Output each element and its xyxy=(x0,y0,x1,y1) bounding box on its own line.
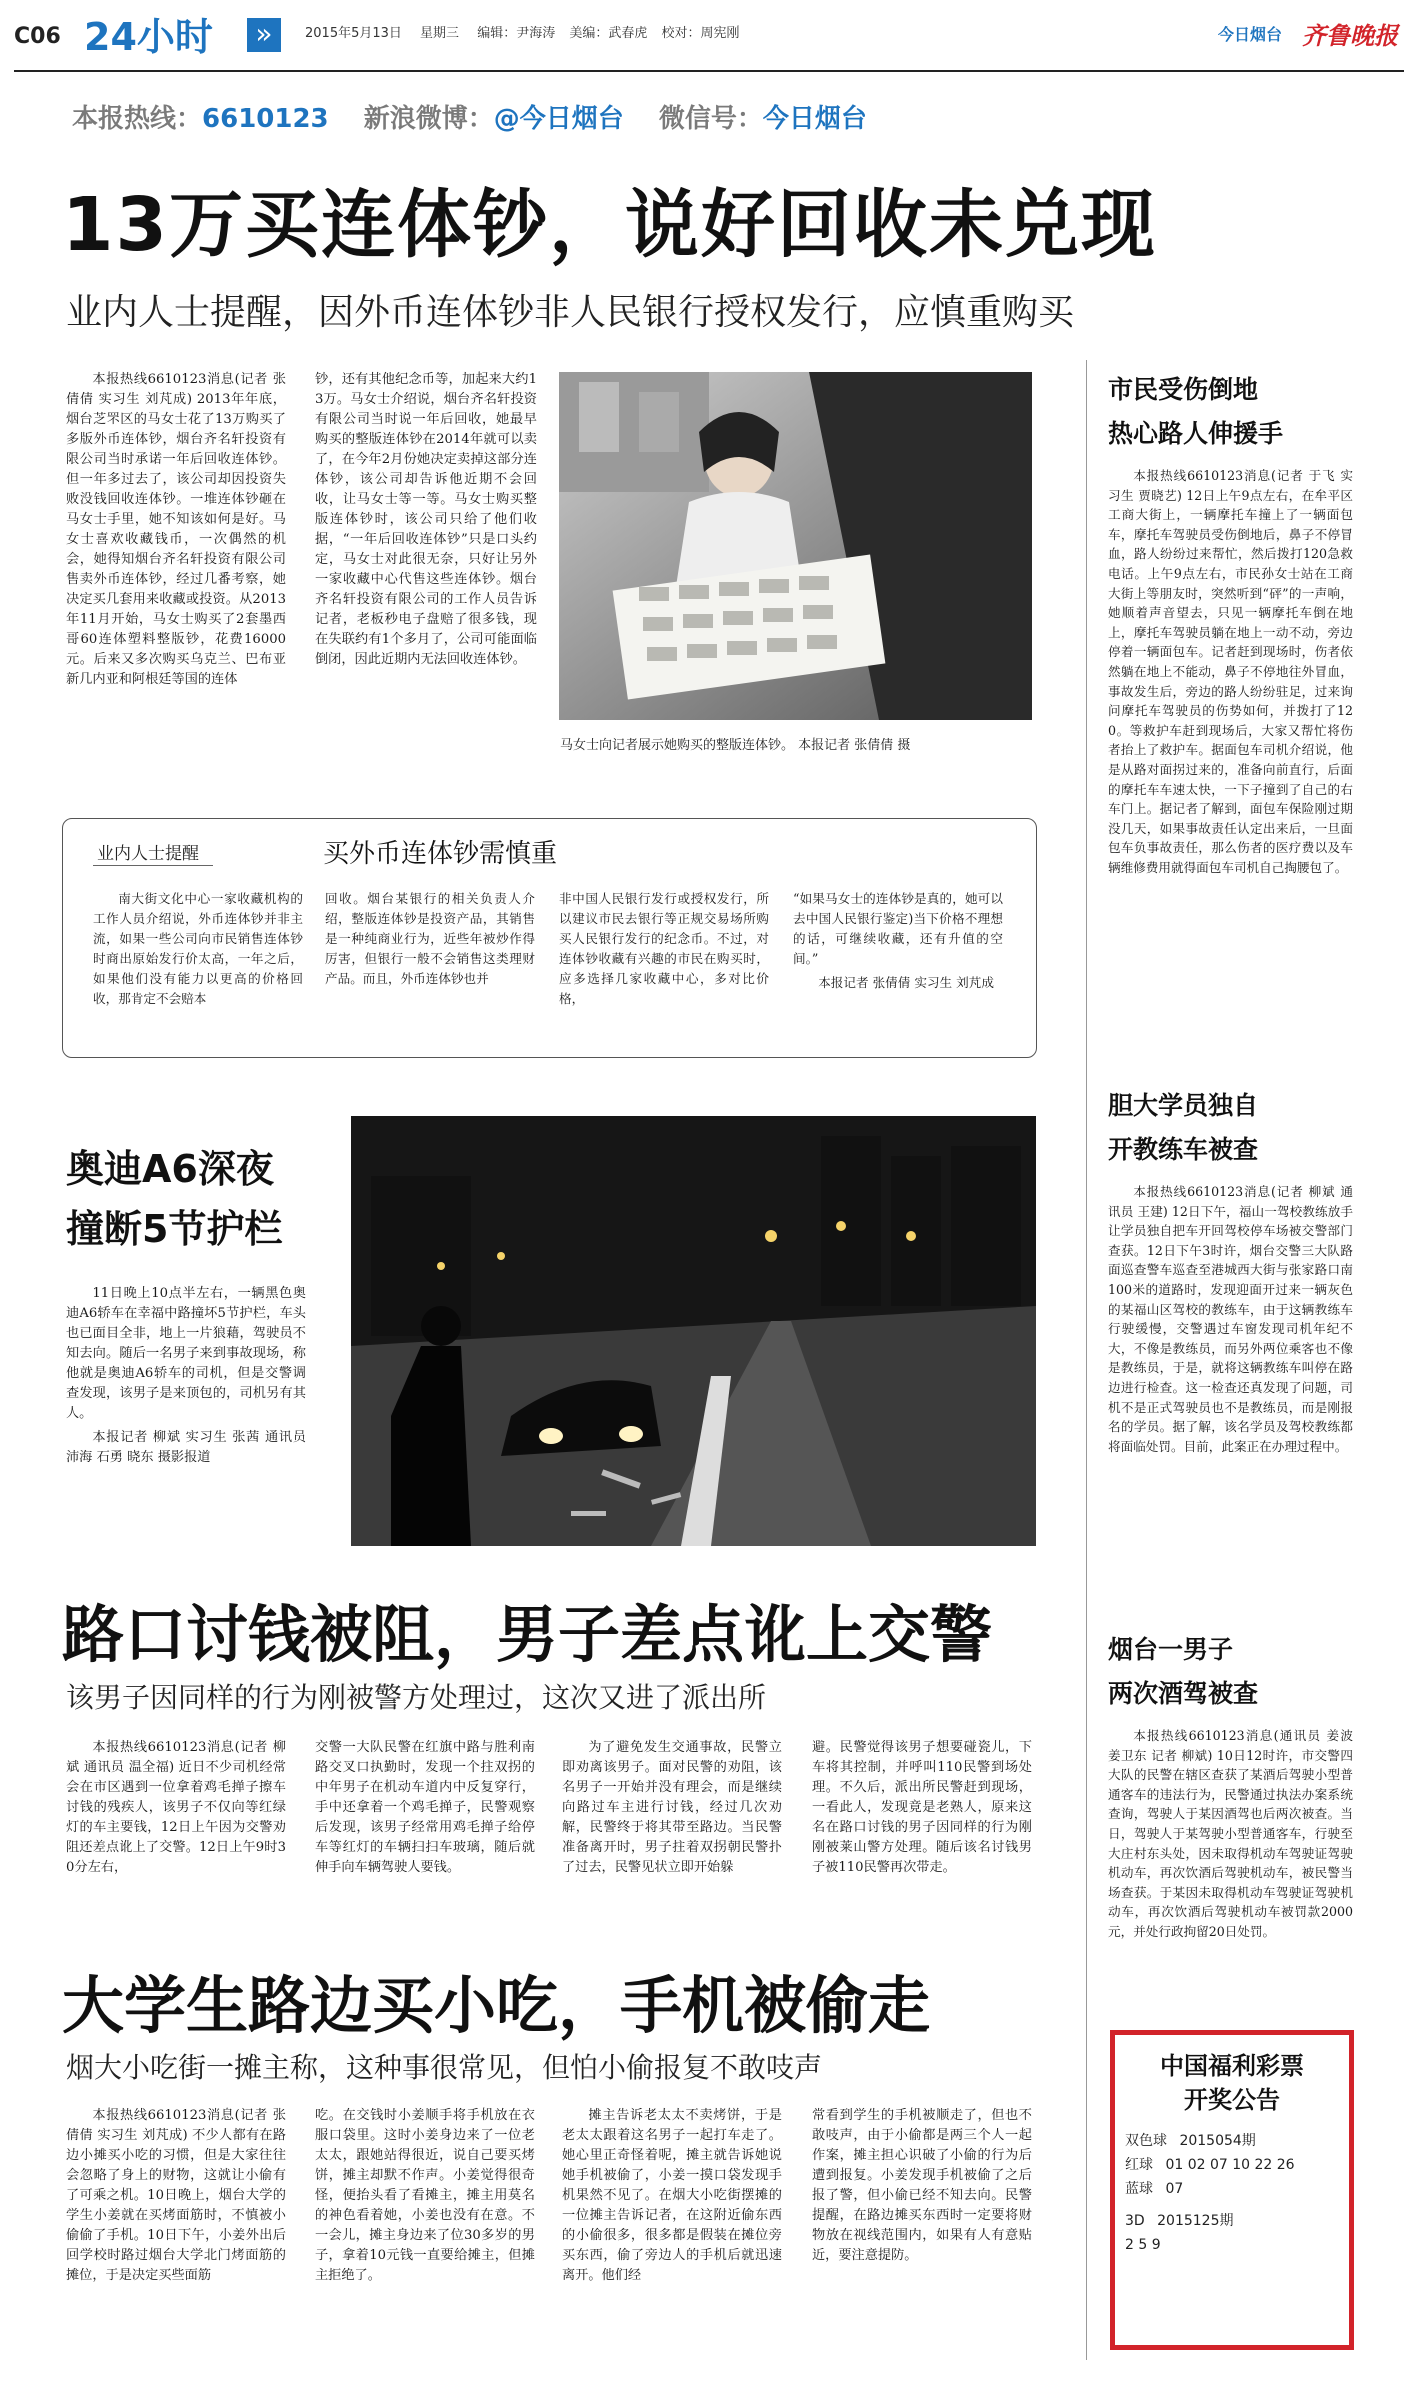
red-ball-line xyxy=(1125,2153,1339,2177)
tip-tag: 业内人士提醒 xyxy=(97,844,199,864)
right2-body xyxy=(1108,1182,1353,1456)
tip-col-4 xyxy=(793,889,1003,993)
phone-headline: 大学生路边买小吃，手机被偷走 xyxy=(62,1969,931,2042)
contact-line xyxy=(72,98,867,135)
issue-date: 2015年5月13日 xyxy=(305,26,402,41)
phone-text-3: 摊主告诉老太太不卖烤饼，于是老太太跟着这名男子一起打车走了。她心里正奇怪着呢，摊主就告诉她说她手机被偷了，小姜一摸口袋发现手机果然不见了。在烟大小吃街摆摊的一位摊主告诉记者，在这附近偷东西的小偷很多，很多都是假装在摊位旁买东西，偷了旁边人的手机后就迅速离开。他们经 xyxy=(562,2108,782,2283)
toll-col-1 xyxy=(66,1738,286,1878)
masthead-info xyxy=(305,22,740,41)
editor-credit: 编辑：尹海涛 xyxy=(477,26,556,41)
toll-text-4: 避。民警觉得该男子想要碰瓷儿，下车将其控制，并呼叫110民警到场处理。不久后，派出所民警赶到现场，一看此人，发现竟是老熟人，原来这名在路口讨钱的男子因同样的行为刚刚被莱山警方处理。随后该名讨钱男子被110民警再次带走。 xyxy=(812,1740,1032,1875)
tip-byline: 本报记者 张倩倩 实习生 刘芃成 xyxy=(818,975,994,990)
lead-text-1: 本报热线6610123消息(记者 张倩倩 实习生 刘芃成) 2013年年底，烟台芝罘区的马女士花了13万购买了多版外币连体钞，烟台齐名轩投资有限公司当时承诺一年后回收连体钞。但一年多过去了，该公司却因投资失败没钱回收连体钞。一堆连体钞砸在马女士手里，她不知该如何是好。马女士喜欢收藏钱币，一次偶然的机会，她得知烟台齐名轩投资有限公司售卖外币连体钞，经过几番考察，她决定买几套用来收藏或投资。从2013年11月开始，马女士购买了2套墨西哥60连体塑料整版钞，花费16000元。后来又多次购买乌克兰、巴布亚新几内亚和阿根廷等国的连体 xyxy=(66,372,286,687)
lead-photo-image xyxy=(559,372,1032,720)
blue-label: 蓝球 xyxy=(1125,2181,1153,2197)
masthead xyxy=(0,0,1417,72)
phone-col-1 xyxy=(66,2106,286,2286)
audi-headline-2: 撞断5节护栏 xyxy=(66,1207,283,1251)
right1-headline-2: 热心路人伸援手 xyxy=(1108,419,1284,448)
ssq-label: 双色球 xyxy=(1125,2133,1167,2149)
toll-text-2: 交警一大队民警在红旗中路与胜利南路交叉口执勤时，发现一个拄双拐的中年男子在机动车道内中反复穿行，手中还拿着一个鸡毛掸子，民警观察后发现，该男子经常用鸡毛掸子给停车等红灯的车辆扫扫车玻璃，随后就伸手向车辆驾驶人要钱。 xyxy=(315,1740,535,1875)
right2-text: 本报热线6610123消息(记者 柳斌 通讯员 王建) 12日下午，福山一驾校教练放手让学员独自把车开回驾校停车场被交警部门查获。12日下午3时许，烟台交警三大队路面巡查警车巡查至港城西大街与张家路口南100米的道路时，发现迎面开过来一辆灰色的某福山区驾校的教练车，由于这辆教练车行驶缓慢，交警遇过车窗发现司机年纪不大，不像是教练员，而另外两位乘客也不像是教练员，于是，就将这辆教练车叫停在路边进行检查。这一检查还真发现了问题，司机不是正式驾驶员也不是教练员，而是刚报名的学员。据了解，该名学员及驾校教练都将面临处罚。目前，此案正在办理过程中。 xyxy=(1108,1184,1353,1454)
lottery-title-1: 中国福利彩票 xyxy=(1160,2052,1304,2080)
lead-subhead: 业内人士提醒，因外币连体钞非人民银行授权发行，应慎重购买 xyxy=(66,292,1075,333)
audi-text: 11日晚上10点半左右，一辆黑色奥迪A6轿车在幸福中路撞坏5节护栏，车头也已面目全非，地上一片狼藉，驾驶员不知去向。随后一名男子来到事故现场，称他就是奥迪A6轿车的司机，但是交警调查发现，该男子是来顶包的，司机另有其人。 xyxy=(66,1286,306,1421)
fc3d-label: 3D xyxy=(1125,2213,1145,2229)
lead-headline: 13万买连体钞，说好回收未兑现 xyxy=(62,182,1157,268)
lead-photo-caption: 马女士向记者展示她购买的整版连体钞。 本报记者 张倩倩 摄 xyxy=(560,738,911,753)
blue-ball: 07 xyxy=(1165,2181,1184,2197)
ssq-line xyxy=(1125,2129,1339,2153)
audi-headline-1: 奥迪A6深夜 xyxy=(66,1147,274,1191)
proofreader-credit: 校对：周宪刚 xyxy=(661,26,740,41)
phone-text-1: 本报热线6610123消息(记者 张倩倩 实习生 刘芃成) 不少人都有在路边小摊买小吃的习惯，但是大家往往会忽略了身上的财物，这就让小偷有了可乘之机。10日晚上，烟台大学的学生小姜就在买烤面筋时，不慎被小偷偷了手机。10日下午，小姜外出后回学校时路过烟台大学北门烤面筋的摊位，于是决定买些面筋 xyxy=(66,2108,286,2283)
art-editor-credit: 美编：武春虎 xyxy=(569,26,648,41)
right1-text: 本报热线6610123消息(记者 于飞 实习生 贾晓艺) 12日上午9点左右，在牟平区工商大街上，一辆摩托车撞上了一辆面包车，摩托车驾驶员受伤倒地后，鼻子不停冒血，路人纷纷过来帮忙，然后拨打120急救电话。上午9点左右，市民孙女士站在工商大街上等朋友时，突然听到“砰”的一声响，她顺着声音望去，只见一辆摩托车倒在地上，摩托车驾驶员躺在地上一动不动，旁边停着一辆面包车。记者赶到现场时，伤者依然躺在地上不能动，鼻子不停地往外冒血，事故发生后，旁边的路人纷纷驻足，过来询问摩托车驾驶员的伤势如何，并拨打了120。等救护车赶到现场后，大家又帮忙将伤者抬上了救护车。据面包车司机介绍说，他是从路对面拐过来的，准备向前直行，后面的摩托车车速太快，一下子撞到了自己的右车门上。据记者了解到，面包车保险刚过期没几天，如果事故责任认定出来后，一旦面包车负事故责任，那么伤者的医疗费以及车辆维修费用就得面包车司机自己掏腰包了。 xyxy=(1108,468,1353,875)
ssq-issue: 2015054期 xyxy=(1179,2133,1256,2149)
audi-byline: 本报记者 柳斌 实习生 张茜 通讯员 沛海 石勇 晓东 摄影报道 xyxy=(66,1430,306,1465)
column-divider xyxy=(1086,360,1087,2360)
right3-body xyxy=(1108,1726,1353,1942)
fc3d-line xyxy=(1125,2209,1339,2233)
lottery-box xyxy=(1110,2030,1354,2350)
tip-box xyxy=(62,818,1037,1058)
blue-ball-line xyxy=(1125,2177,1339,2201)
audi-photo xyxy=(351,1116,1036,1546)
phone-text-2: 吃。在交钱时小姜顺手将手机放在衣服口袋里。这时小姜身边来了一位老太太，跟她站得很近，说自己要买烤饼，摊主却默不作声。小姜觉得很奇怪，便抬头看了看摊主，摊主用莫名的神色看着她，小姜也没有在意。不一会儿，摊主身边来了位30多岁的男子，拿着10元钱一直要给摊主，但摊主拒绝了。 xyxy=(315,2108,535,2283)
right3-text: 本报热线6610123消息(通讯员 姜波 姜卫东 记者 柳斌) 10日12时许，市交警四大队的民警在辖区查获了某酒后驾驶小型普通客车的违法行为，民警通过执法办案系统查询，驾驶人于某因酒驾也后两次被查。当日，驾驶人于某驾驶小型普通客车，行驶至大庄村东头处，因未取得机动车驾驶证驾驶机动车，再次饮酒后驾驶机动车，被民警当场查获。于某因未取得机动车驾驶证驾驶机动车，再次饮酒后驾驶机动车被罚款2000元，并处行政拘留20日处罚。 xyxy=(1108,1728,1353,1939)
right2-headline-1: 胆大学员独自 xyxy=(1108,1091,1259,1120)
paper-logo: 齐鲁晚报 xyxy=(1302,21,1398,50)
right2-headline-2: 开教练车被查 xyxy=(1108,1135,1259,1164)
tip-col-1 xyxy=(93,889,303,1009)
fc3d-numbers: 2 5 9 xyxy=(1125,2237,1161,2253)
red-balls: 01 02 07 10 22 26 xyxy=(1165,2157,1295,2173)
right1-headline-1: 市民受伤倒地 xyxy=(1108,375,1259,404)
hotline-number: 6610123 xyxy=(202,104,329,134)
right3-headline-2: 两次酒驾被查 xyxy=(1108,1679,1259,1708)
lottery-title-2: 开奖公告 xyxy=(1184,2086,1280,2114)
page-code: C06 xyxy=(14,24,61,49)
phone-col-3 xyxy=(562,2106,782,2286)
tip-title: 买外币连体钞需慎重 xyxy=(323,839,558,869)
lead-col-1 xyxy=(66,370,286,690)
tip-col-3 xyxy=(559,889,769,1009)
edition-name: 今日烟台 xyxy=(1218,25,1283,44)
toll-col-3 xyxy=(562,1738,782,1878)
right1-body xyxy=(1108,466,1353,877)
lead-text-2: 钞，还有其他纪念币等，加起来大约13万。马女士介绍说，烟台齐名轩投资有限公司当时说一年后回收，她最早购买的整版连体钞在2014年就可以卖了，在今年2月份她决定卖掉这部分连体钞，该公司却告诉他近期不会回收，让马女士等一等。马女士购买整版连体钞时，该公司只给了他们收据，“一年后回收连体钞”只是口头约定，马女士对此很无奈，只好让另外一家收藏中心代售这些连体钞。烟台齐名轩投资有限公司的工作人员告诉记者，老板秒电子盘赔了很多钱，现在失联约有1个多月了，公司可能面临倒闭，因此近期内无法回收连体钞。 xyxy=(315,372,537,667)
phone-col-4 xyxy=(812,2106,1032,2266)
lead-photo xyxy=(559,372,1032,720)
tip-text-3: 非中国人民银行发行或授权发行，所以建议市民去银行等正规交易场所购买人民银行发行的纪念币。不过，对连体钞收藏有兴趣的市民在购买时，应多选择几家收藏中心，多对比价格， xyxy=(559,891,769,1006)
tip-col-2 xyxy=(325,889,535,989)
toll-col-2 xyxy=(315,1738,535,1878)
fc3d-issue: 2015125期 xyxy=(1157,2213,1234,2229)
tip-text-4: “如果马女士的连体钞是真的，她可以去中国人民银行鉴定)当下价格不理想的话，可继续收藏，还有升值的空间。” xyxy=(793,891,1003,966)
phone-subhead: 烟大小吃街一摊主称，这种事很常见，但怕小偷报复不敢吱声 xyxy=(66,2051,823,2084)
issue-weekday: 星期三 xyxy=(420,26,460,41)
weibo-handle: @今日烟台 xyxy=(493,104,624,134)
wechat-id: 今日烟台 xyxy=(762,104,867,134)
audi-body xyxy=(66,1284,306,1468)
right3-headline-1: 烟台一男子 xyxy=(1108,1635,1234,1664)
tip-text-2: 回收。烟台某银行的相关负责人介绍，整版连体钞是投资产品，其销售是一种纯商业行为，近些年被炒作得厉害，但银行一般不会销售这类理财产品。而且，外币连体钞也并 xyxy=(325,891,535,986)
toll-text-1: 本报热线6610123消息(记者 柳斌 通讯员 温全福) 近日不少司机经常会在市区遇到一位拿着鸡毛掸子擦车讨钱的残疾人，该男子不仅向等红绿灯的车主要钱，12日上午因为交警劝阻还差点讹上了交警。12日上午9时30分左右， xyxy=(66,1740,286,1875)
toll-col-4 xyxy=(812,1738,1032,1878)
phone-col-2 xyxy=(315,2106,535,2286)
section-name: 24小时 xyxy=(84,15,213,59)
toll-headline: 路口讨钱被阻，男子差点讹上交警 xyxy=(62,1598,993,1671)
red-label: 红球 xyxy=(1125,2157,1153,2173)
toll-subhead: 该男子因同样的行为刚被警方处理过，这次又进了派出所 xyxy=(66,1681,767,1714)
section-arrow-icon: » xyxy=(247,18,281,52)
lead-col-2 xyxy=(315,370,537,670)
weibo-label: 新浪微博： xyxy=(363,104,494,134)
toll-text-3: 为了避免发生交通事故，民警立即劝离该男子。面对民警的劝阻，该名男子一开始并没有理会，而是继续向路过车主进行讨钱，经过几次劝解，民警终于将其带至路边。当民警准备离开时，男子拄着双拐朝民警扑了过去，民警见状立即开始躲 xyxy=(562,1740,782,1875)
wechat-label: 微信号： xyxy=(658,104,763,134)
hotline-label: 本报热线： xyxy=(72,104,203,134)
phone-text-4: 常看到学生的手机被顺走了，但也不敢吱声，由于小偷都是两三个人一起作案，摊主担心识破了小偷的行为后遭到报复。小姜发现手机被偷了之后报了警，但小偷已经不知去向。民警提醒，在路边摊买东西时一定要将财物放在视线范围内，如果有人有意贴近，要注意提防。 xyxy=(812,2108,1032,2263)
audi-photo-image xyxy=(351,1116,1036,1546)
tip-text-1: 南大街文化中心一家收藏机构的工作人员介绍说，外币连体钞并非主流，如果一些公司向市民销售连体钞时商出原始发行价太高，一年之后，如果他们没有能力以更高的价格回收，那肯定不会赔本 xyxy=(93,891,303,1006)
